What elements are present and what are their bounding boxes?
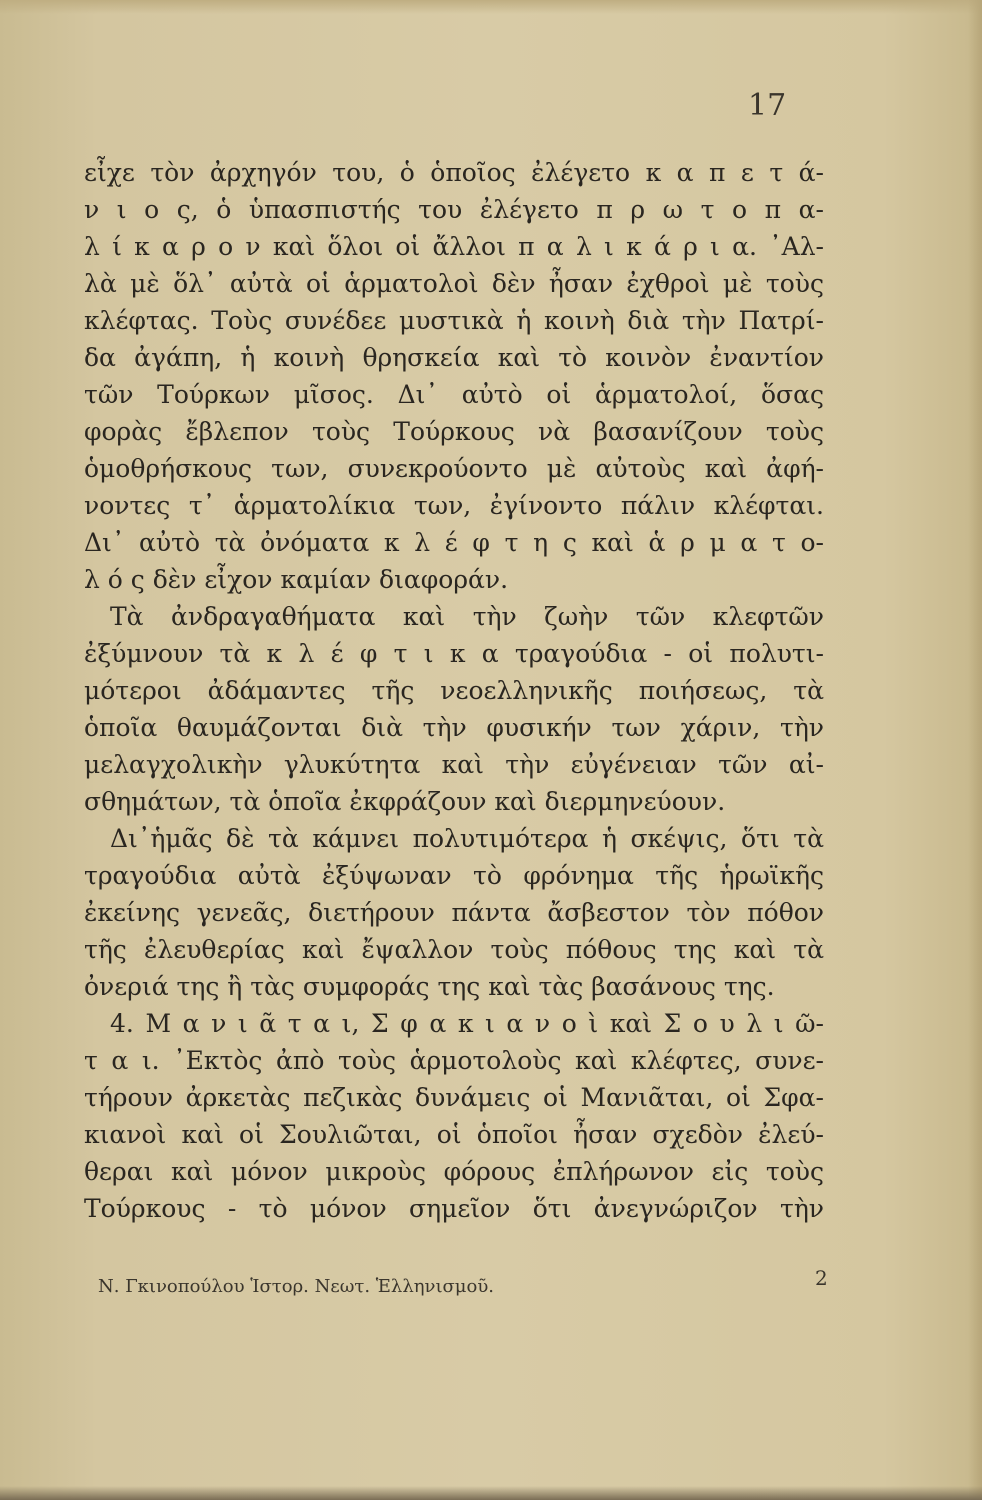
- text-line: Δι᾿ἡμᾶς δὲ τὰ κάμνει πολυτιμότερα ἡ σκέψις, ὅτι τὰ: [110, 824, 824, 853]
- text-line: λ ό ς δὲν εἶχον καμίαν διαφοράν.: [84, 565, 509, 594]
- text-line: Τὰ ἀνδραγαθήματα καὶ τὴν ζωὴν τῶν κλεφτῶν: [110, 602, 824, 631]
- text-line: τῆς ἐλευθερίας καὶ ἔψαλλον τοὺς πόθους της καὶ τὰ: [84, 935, 824, 964]
- text-line: Δι᾿ αὐτὸ τὰ ὀνόματα κ λ έ φ τ η ς καὶ ἁ ρ μ α τ ο-: [84, 528, 824, 557]
- text-line: τραγούδια αὐτὰ ἐξύψωναν τὸ φρόνημα τῆς ἡρωϊκῆς: [84, 861, 824, 890]
- text-line: Τούρκους - τὸ μόνον σημεῖον ὅτι ἀνεγνώριζον τὴν: [84, 1194, 824, 1223]
- text-line: ὁποῖα θαυμάζονται διὰ τὴν φυσικήν των χάριν, τὴν: [84, 713, 824, 742]
- page-number: 17: [748, 88, 787, 123]
- page-edge-shadow-right: [968, 0, 982, 1500]
- text-line: κιανοὶ καὶ οἱ Σουλιῶται, οἱ ὁποῖοι ἦσαν σχεδὸν ἐλεύ-: [84, 1120, 824, 1149]
- text-line: τ α ι. ᾿Εκτὸς ἀπὸ τοὺς ἁρμοτολοὺς καὶ κλέφτες, συνε-: [84, 1046, 824, 1075]
- footer-signature: Ν. Γκινοπούλου Ἱστορ. Νεωτ. Ἑλληνισμοῦ.: [98, 1276, 494, 1297]
- text-line: λὰ μὲ ὅλ᾿ αὐτὰ οἱ ἁρματολοὶ δὲν ἦσαν ἐχθροὶ μὲ τοὺς: [84, 269, 824, 298]
- text-line: δα ἀγάπη, ἡ κοινὴ θρησκεία καὶ τὸ κοινὸν ἐναντίον: [84, 343, 824, 372]
- text-line: ν ι ο ς, ὁ ὑπασπιστής του ἐλέγετο π ρ ω τ ο π α-: [84, 195, 824, 224]
- text-line: μότεροι ἀδάμαντες τῆς νεοελληνικῆς ποιήσεως, τὰ: [84, 676, 824, 705]
- text-line: λ ί κ α ρ ο ν καὶ ὅλοι οἱ ἄλλοι π α λ ι κ ά ρ ι α. ᾿Αλ-: [84, 232, 824, 261]
- text-line: μελαγχολικὴν γλυκύτητα καὶ τὴν εὐγένειαν τῶν αἰ-: [84, 750, 824, 779]
- text-line: θεραι καὶ μόνον μικροὺς φόρους ἐπλήρωνον εἰς τοὺς: [84, 1157, 824, 1186]
- page-edge-shadow-top: [0, 0, 982, 14]
- text-line: τῶν Τούρκων μῖσος. Δι᾿ αὐτὸ οἱ ἁρματολοί, ὅσας: [84, 380, 824, 409]
- text-line: εἶχε τὸν ἀρχηγόν του, ὁ ὁποῖος ἐλέγετο κ α π ε τ ά-: [84, 158, 824, 187]
- body-text: [84, 154, 824, 1227]
- text-line: σθημάτων, τὰ ὁποῖα ἐκφράζουν καὶ διερμηνεύουν.: [84, 787, 726, 816]
- text-line: ἐξύμνουν τὰ κ λ έ φ τ ι κ α τραγούδια - οἱ πολυτι-: [84, 639, 824, 668]
- footer-sheet-number: 2: [815, 1266, 828, 1290]
- page-edge-shadow-bottom: [0, 1486, 982, 1500]
- section-heading-line: 4. Μ α ν ι ᾶ τ α ι, Σ φ α κ ι α ν ο ὶ καὶ Σ ο υ λ ι ῶ-: [110, 1009, 824, 1038]
- text-line: κλέφτας. Τοὺς συνέδεε μυστικὰ ἡ κοινὴ διὰ τὴν Πατρί-: [84, 306, 824, 335]
- text-line: ἐκείνης γενεᾶς, διετήρουν πάντα ἄσβεστον τὸν πόθον: [84, 898, 824, 927]
- text-line: ὁμοθρήσκους των, συνεκρούοντο μὲ αὐτοὺς καὶ ἀφή-: [84, 454, 824, 483]
- text-line: νοντες τ᾿ ἁρματολίκια των, ἐγίνοντο πάλιν κλέφται.: [84, 491, 824, 520]
- text-line: φορὰς ἔβλεπον τοὺς Τούρκους νὰ βασανίζουν τοὺς: [84, 417, 824, 446]
- text-line: ὀνεριά της ἢ τὰς συμφοράς της καὶ τὰς βασάνους της.: [84, 972, 775, 1001]
- text-line: τήρουν ἀρκετὰς πεζικὰς δυνάμεις οἱ Μανιᾶται, οἱ Σφα-: [84, 1083, 824, 1112]
